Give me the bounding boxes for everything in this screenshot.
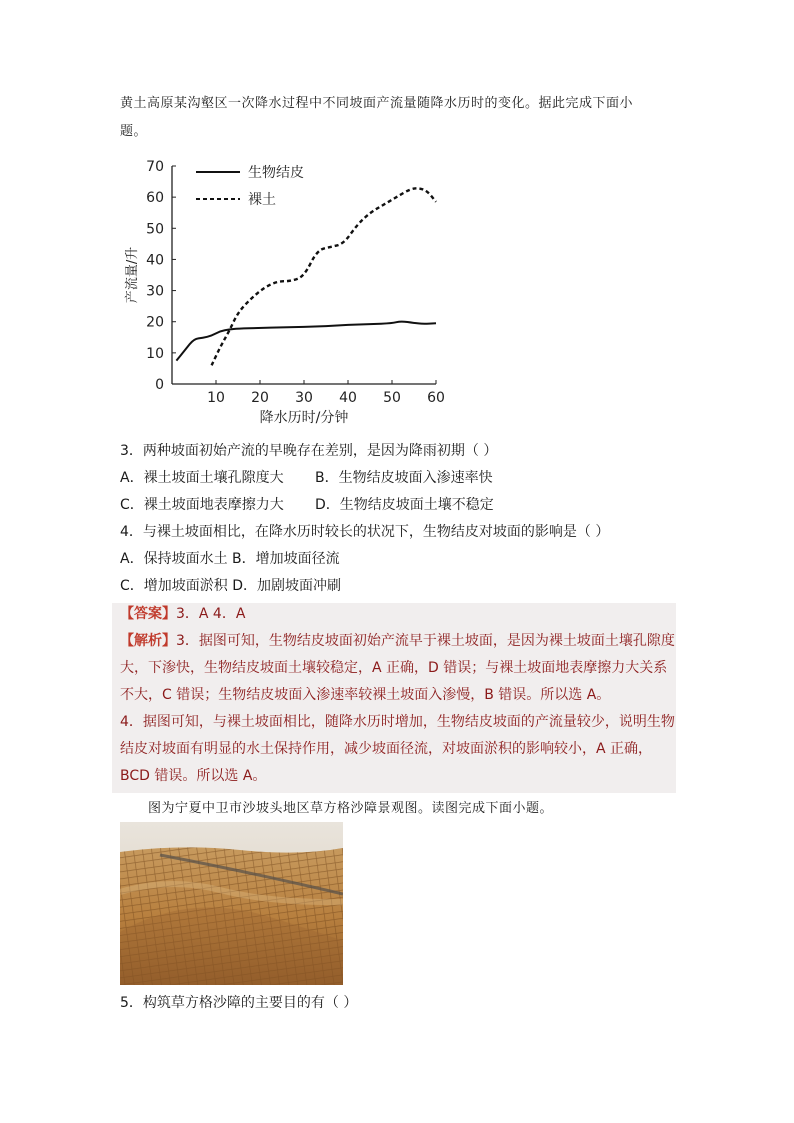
y-axis-label: 产流量/升 — [125, 246, 140, 304]
question-3-option-b: B．生物结皮坡面入渗速率快 — [315, 470, 493, 486]
question-4-options-ab: A．保持坡面水土 B．增加坡面径流 — [120, 551, 340, 567]
answer-tag: 【答案】 — [120, 606, 176, 622]
y-tick-label: 60 — [146, 190, 164, 207]
analysis-line-2: 大，下渗快，生物结皮坡面土壤较稳定，A 正确，D 错误；与裸土坡面地表摩擦力大关系 — [120, 660, 668, 676]
y-tick-label: 10 — [146, 345, 164, 362]
question-3-option-a: A．裸土坡面土壤孔隙度大 — [120, 470, 284, 486]
y-tick-label: 0 — [155, 377, 164, 393]
y-tick-label: 20 — [146, 314, 164, 331]
x-tick-label: 60 — [427, 390, 445, 406]
series-line-bio-crust — [176, 322, 436, 361]
y-tick-label: 30 — [146, 283, 164, 300]
photo-caption: 图为宁夏中卫市沙坡头地区草方格沙障景观图。读图完成下面小题。 — [148, 801, 554, 816]
chart-legend — [196, 164, 304, 208]
question-3-option-d: D．生物结皮坡面土壤不稳定 — [315, 497, 494, 513]
y-tick-label: 40 — [146, 252, 164, 269]
analysis-tag: 【解析】 — [120, 633, 176, 649]
x-axis-label: 降水历时/分钟 — [259, 410, 349, 424]
chart-ticks — [146, 159, 445, 406]
intro-text-line-2: 题。 — [120, 124, 148, 139]
sand-barrier-photo — [120, 822, 343, 985]
answer-line — [120, 601, 245, 628]
runoff-line-chart — [118, 152, 458, 424]
legend-label: 裸土 — [248, 192, 276, 208]
intro-text-line-1: 黄土高原某沟壑区一次降水过程中不同坡面产流量随降水历时的变化。据此完成下面小 — [120, 96, 634, 111]
answer-text: 3．A 4．A — [176, 606, 246, 622]
question-3: 3．两种坡面初始产流的早晚存在差别，是因为降雨初期（ ） — [120, 443, 498, 459]
question-3-option-c: C．裸土坡面地表摩擦力大 — [120, 497, 284, 513]
y-tick-label: 70 — [146, 159, 164, 175]
analysis-line-6: BCD 错误。所以选 A。 — [120, 768, 267, 784]
legend-label: 生物结皮 — [248, 165, 304, 181]
analysis-text-1: 3．据图可知，生物结皮坡面初始产流早于裸土坡面，是因为裸土坡面土壤孔隙度 — [176, 633, 675, 649]
question-4-options-cd: C．增加坡面淤积 D．加剧坡面冲刷 — [120, 578, 342, 594]
question-4: 4．与裸土坡面相比，在降水历时较长的状况下，生物结皮对坡面的影响是（ ） — [120, 524, 610, 540]
series-line-bare-soil — [212, 188, 436, 365]
x-tick-label: 30 — [295, 390, 313, 406]
x-tick-label: 10 — [207, 390, 225, 406]
analysis-line-1 — [120, 628, 675, 655]
y-tick-label: 50 — [146, 221, 164, 238]
analysis-line-4: 4．据图可知，与裸土坡面相比，随降水历时增加，生物结皮坡面的产流量较少，说明生物 — [120, 714, 675, 730]
x-tick-label: 20 — [251, 390, 269, 406]
analysis-line-3: 不大，C 错误；生物结皮坡面入渗速率较裸土坡面入渗慢，B 错误。所以选 A。 — [120, 687, 611, 703]
chart-lines — [176, 188, 436, 365]
analysis-line-5: 结皮对坡面有明显的水土保持作用，减少坡面径流，对坡面淤积的影响较小，A 正确， — [120, 741, 653, 757]
question-5: 5．构筑草方格沙障的主要目的有（ ） — [120, 995, 358, 1011]
x-tick-label: 40 — [339, 390, 357, 406]
x-tick-label: 50 — [383, 390, 401, 406]
